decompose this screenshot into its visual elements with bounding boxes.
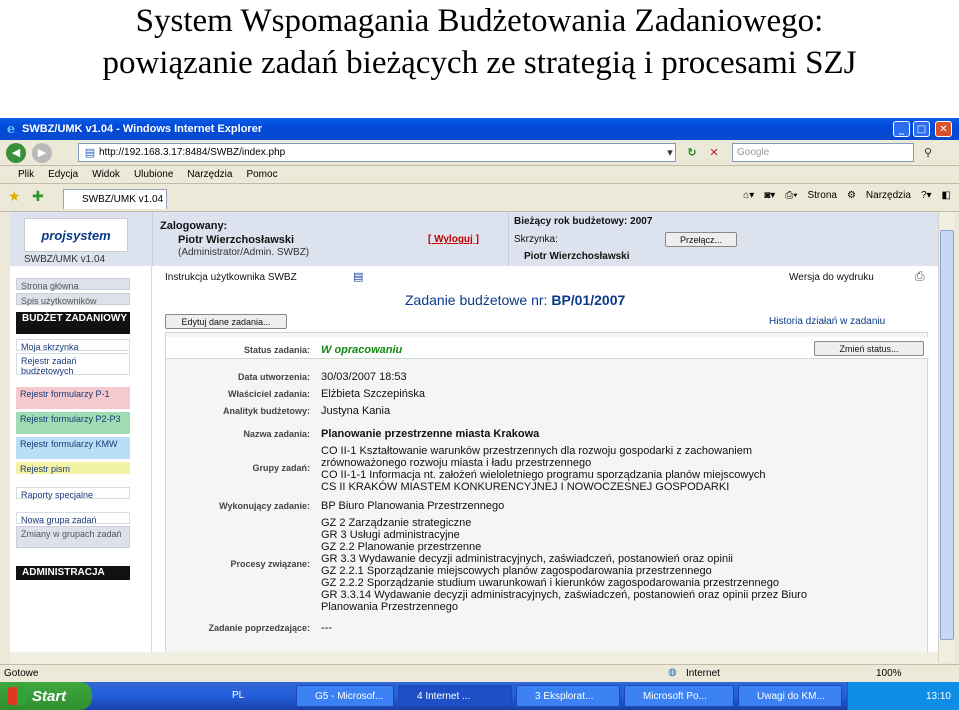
created-label: Data utworzenia: bbox=[237, 372, 310, 382]
executor-label: Wykonujący zadanie: bbox=[219, 501, 310, 511]
task-panel bbox=[153, 266, 950, 662]
process-line: GR 3 Usługi administracyjne bbox=[321, 529, 460, 541]
created-value: 30/03/2007 18:53 bbox=[321, 371, 407, 383]
maximize-button[interactable]: □ bbox=[913, 121, 930, 137]
menu-edycja[interactable]: Edycja bbox=[48, 169, 79, 180]
help-icon[interactable]: ?▾ bbox=[920, 190, 932, 201]
menu-ulubione[interactable]: Ulubione bbox=[133, 169, 174, 180]
menu-pomoc[interactable]: Pomoc bbox=[246, 169, 278, 180]
process-line: GZ 2.2.1 Sporządzanie miejscowych planów zagospodarowania przestrzennego bbox=[321, 565, 712, 577]
manual-link[interactable]: Instrukcja użytkownika SWBZ bbox=[165, 272, 297, 283]
sidebar-item-letters[interactable]: Rejestr pism bbox=[16, 462, 130, 474]
home-icon[interactable]: ⌂▾ bbox=[743, 190, 755, 201]
print-icon[interactable]: ⎙▾ bbox=[785, 190, 798, 201]
search-input[interactable]: Google bbox=[732, 143, 914, 162]
sidebar-item-p1[interactable]: Rejestr formularzy P-1 bbox=[16, 387, 130, 409]
process-line: GZ 2.2.2 Sporządzanie studium uwarunkowań i kierunków zagospodarowania przestrzennego bbox=[321, 577, 779, 589]
owner-value: Elżbieta Szczepińska bbox=[321, 388, 425, 400]
gear-icon[interactable]: ⚙ bbox=[846, 190, 856, 201]
tools-menu[interactable]: Narzędzia bbox=[865, 190, 911, 201]
print-version-link[interactable]: Wersja do wydruku bbox=[789, 272, 874, 283]
sidebar-section-budget: BUDŻET ZADANIOWY bbox=[16, 312, 130, 334]
process-line: Planowania Przestrzennego bbox=[321, 601, 458, 613]
menu-widok[interactable]: Widok bbox=[92, 169, 120, 180]
processes-label: Procesy związane: bbox=[230, 559, 310, 569]
favorites-bar bbox=[0, 184, 959, 212]
predecessor-label: Zadanie poprzedzające: bbox=[208, 623, 310, 633]
projsystem-logo: projsystem bbox=[24, 218, 128, 252]
slide-title bbox=[0, 0, 959, 118]
group-line: CO II-1 Kształtowanie warunków przestrzennych dla rozwoju gospodarki z zachowaniem bbox=[321, 445, 753, 457]
status-value: W opracowaniu bbox=[321, 344, 403, 356]
zoom-level[interactable]: 100% bbox=[876, 668, 902, 679]
analyst-value: Justyna Kania bbox=[321, 405, 391, 417]
process-line: GR 3.3 Wydawanie decyzji administracyjnych, zaświadczeń, postanowień oraz opinii bbox=[321, 553, 733, 565]
windows-flag-icon bbox=[8, 687, 26, 705]
user-role: (Administrator/Admin. SWBZ) bbox=[178, 247, 310, 258]
taskbar-item[interactable]: G5 - Microsof... bbox=[296, 685, 394, 707]
search-icon[interactable]: ⚲ bbox=[923, 145, 933, 159]
box-label: Skrzynka: bbox=[514, 234, 558, 245]
name-label: Nazwa zadania: bbox=[243, 429, 310, 439]
sidebar-item-home[interactable]: Strona główna bbox=[16, 278, 130, 290]
sidebar-section-admin[interactable]: ADMINISTRACJA bbox=[16, 566, 130, 580]
owner-label: Właściciel zadania: bbox=[227, 389, 310, 399]
box-user: Piotr Wierzchosławski bbox=[524, 251, 630, 262]
language-indicator[interactable]: PL bbox=[232, 690, 245, 701]
refresh-icon[interactable]: ↻ bbox=[687, 145, 697, 159]
task-details bbox=[165, 332, 928, 662]
sidebar-item-kmw[interactable]: Rejestr formularzy KMW bbox=[16, 437, 130, 459]
close-button[interactable]: ✕ bbox=[935, 121, 952, 137]
sidebar-item-p2p3[interactable]: Rejestr formularzy P2-P3 bbox=[16, 412, 130, 434]
address-dropdown-icon[interactable]: ▾ bbox=[667, 145, 673, 159]
sidebar bbox=[10, 266, 152, 662]
page-icon: ▤ bbox=[84, 145, 96, 159]
forward-button[interactable]: ▶ bbox=[32, 143, 52, 163]
vertical-scrollbar[interactable] bbox=[938, 212, 954, 662]
process-line: GZ 2.2 Planowanie przestrzenne bbox=[321, 541, 482, 553]
group-line: CS II KRAKÓW MIASTEM KONKURENCYJNEJ I NOWOCZESNEJ GOSPODARKI bbox=[321, 481, 730, 493]
sidebar-item-new-group[interactable]: Nowa grupa zadań bbox=[16, 512, 130, 524]
taskbar bbox=[0, 682, 959, 710]
menu-plik[interactable]: Plik bbox=[18, 169, 35, 180]
user-name: Piotr Wierzchosławski bbox=[178, 234, 295, 246]
menu-narzedzia[interactable]: Narzędzia bbox=[187, 169, 233, 180]
task-number: BP/01/2007 bbox=[551, 292, 626, 308]
printer-icon[interactable]: ⎙ bbox=[915, 269, 925, 283]
stop-icon[interactable]: ✕ bbox=[709, 145, 719, 159]
add-favorite-icon[interactable]: ✚ bbox=[32, 189, 44, 205]
favorites-star-icon[interactable]: ★ bbox=[8, 189, 21, 205]
sidebar-item-reports[interactable]: Raporty specjalne bbox=[16, 487, 130, 499]
name-value: Planowanie przestrzenne miasta Krakowa bbox=[321, 428, 540, 440]
analyst-label: Analityk budżetowy: bbox=[222, 406, 310, 416]
globe-icon: ◍ bbox=[668, 667, 677, 678]
window-titlebar bbox=[0, 118, 959, 140]
app-header bbox=[10, 212, 950, 266]
start-button[interactable] bbox=[0, 682, 92, 710]
process-line: GR 3.3.14 Wydawanie decyzji administracyjnych, zaświadczeń, postanowień oraz opinii przez Biuro bbox=[321, 589, 807, 601]
predecessor-value: --- bbox=[321, 622, 332, 634]
app-version: SWBZ/UMK v1.04 bbox=[24, 254, 106, 265]
start-label: Start bbox=[32, 687, 67, 705]
budget-year: Bieżący rok budżetowy: 2007 bbox=[514, 216, 653, 227]
taskbar-item[interactable]: Uwagi do KM... bbox=[738, 685, 842, 707]
group-line: CO II-1-1 Informacja nt. założeń wieloletniego programu sporządzania planów miejscowych bbox=[321, 469, 766, 481]
page-content bbox=[10, 212, 950, 662]
word-doc-icon[interactable]: ▤ bbox=[353, 270, 364, 283]
switch-button[interactable]: Przełącz... bbox=[665, 232, 737, 247]
sidebar-item-task-register[interactable]: Rejestr zadań budżetowych bbox=[16, 353, 130, 375]
executor-value: BP Biuro Planowania Przestrzennego bbox=[321, 500, 505, 512]
taskbar-item[interactable]: 3 Eksplorat... bbox=[516, 685, 620, 707]
history-link[interactable]: Historia działań w zadaniu bbox=[769, 316, 886, 327]
window-title: SWBZ/UMK v1.04 - Windows Internet Explorer bbox=[22, 123, 263, 135]
research-icon[interactable]: ◧ bbox=[941, 190, 951, 201]
scrollbar-thumb[interactable] bbox=[940, 230, 954, 640]
minimize-button[interactable]: _ bbox=[893, 121, 910, 137]
system-tray bbox=[847, 682, 959, 710]
groups-label: Grupy zadań: bbox=[252, 463, 310, 473]
back-button[interactable]: ◀ bbox=[6, 143, 26, 163]
change-status-button[interactable]: Zmień status... bbox=[814, 341, 924, 356]
feeds-icon[interactable]: ◙▾ bbox=[764, 190, 776, 201]
zone-text: Internet bbox=[686, 668, 720, 679]
ie-icon: e bbox=[6, 121, 16, 137]
sidebar-item-users[interactable]: Spis użytkowników bbox=[16, 293, 130, 305]
task-heading bbox=[405, 292, 625, 308]
address-bar bbox=[0, 140, 959, 166]
logged-label: Zalogowany: bbox=[160, 220, 228, 232]
group-line: zrównoważonego rozwoju miasta i ładu przestrzennego bbox=[321, 457, 592, 469]
status-text: Gotowe bbox=[4, 668, 39, 679]
command-bar bbox=[743, 190, 951, 201]
address-input[interactable]: http://192.168.3.17:8484/SWBZ/index.php bbox=[78, 143, 676, 162]
tab-swbz[interactable]: SWBZ/UMK v1.04 bbox=[63, 189, 167, 209]
sidebar-item-my-box[interactable]: Moja skrzynka bbox=[16, 339, 130, 351]
slide-title-line1: System Wspomagania Budżetowania Zadaniowego: bbox=[135, 3, 824, 39]
task-heading-label: Zadanie budżetowe nr: bbox=[405, 292, 548, 308]
clock: 13:10 bbox=[925, 690, 951, 702]
taskbar-item[interactable]: Microsoft Po... bbox=[624, 685, 734, 707]
edit-task-button[interactable]: Edytuj dane zadania... bbox=[165, 314, 287, 329]
logout-link[interactable]: [ Wyloguj ] bbox=[428, 234, 479, 245]
menu-bar bbox=[0, 166, 959, 184]
status-bar bbox=[0, 664, 959, 682]
taskbar-item[interactable]: 4 Internet ... bbox=[398, 685, 512, 707]
page-menu[interactable]: Strona bbox=[807, 190, 837, 201]
browser-window bbox=[0, 118, 959, 710]
process-line: GZ 2 Zarządzanie strategiczne bbox=[321, 517, 472, 529]
slide-title-line2: powiązanie zadań bieżących ze strategią i procesami SZJ bbox=[102, 45, 857, 81]
status-label: Status zadania: bbox=[243, 345, 310, 355]
sidebar-item-group-changes[interactable]: Zmiany w grupach zadań bbox=[16, 526, 130, 548]
